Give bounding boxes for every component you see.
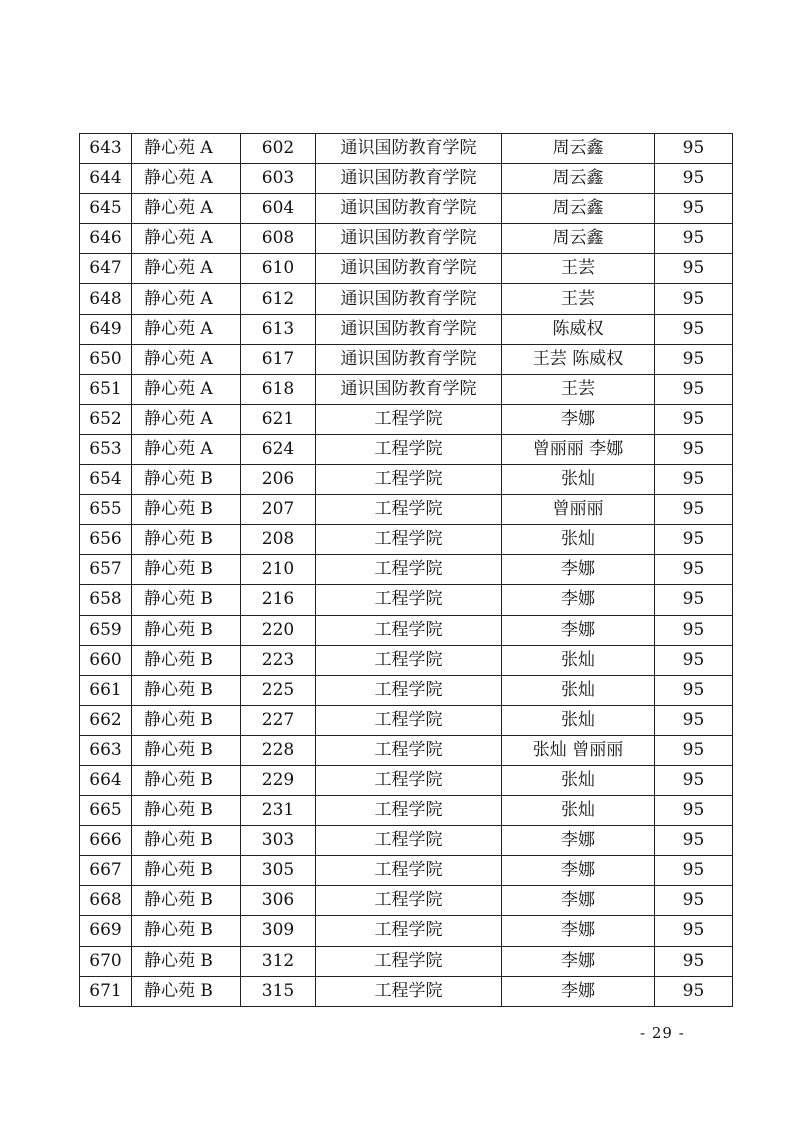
teacher-cell: 陈威权 (502, 314, 655, 344)
building-cell: 静心苑 B (132, 796, 241, 826)
building-cell: 静心苑 A (132, 254, 241, 284)
teacher-cell: 李娜 (502, 886, 655, 916)
building-cell: 静心苑 B (132, 705, 241, 735)
college-cell: 通识国防教育学院 (316, 374, 502, 404)
building-cell: 静心苑 B (132, 615, 241, 645)
table-row (80, 164, 733, 194)
dormitory-score-table-container (79, 133, 716, 1007)
score-cell: 95 (655, 826, 733, 856)
score-cell: 95 (655, 164, 733, 194)
building-cell: 静心苑 B (132, 856, 241, 886)
room-cell: 231 (241, 796, 316, 826)
score-cell: 95 (655, 585, 733, 615)
college-cell: 工程学院 (316, 585, 502, 615)
score-cell: 95 (655, 194, 733, 224)
row-number-cell: 657 (80, 555, 132, 585)
building-cell: 静心苑 B (132, 886, 241, 916)
table-row (80, 856, 733, 886)
building-cell: 静心苑 B (132, 735, 241, 765)
room-cell: 207 (241, 495, 316, 525)
table-row (80, 675, 733, 705)
college-cell: 工程学院 (316, 856, 502, 886)
building-cell: 静心苑 A (132, 344, 241, 374)
table-row (80, 765, 733, 795)
college-cell: 工程学院 (316, 735, 502, 765)
building-cell: 静心苑 A (132, 284, 241, 314)
room-cell: 315 (241, 976, 316, 1006)
building-cell: 静心苑 B (132, 585, 241, 615)
teacher-cell: 王芸 (502, 374, 655, 404)
building-cell: 静心苑 A (132, 164, 241, 194)
table-row (80, 284, 733, 314)
building-cell: 静心苑 B (132, 495, 241, 525)
table-row (80, 796, 733, 826)
row-number-cell: 658 (80, 585, 132, 615)
teacher-cell: 李娜 (502, 404, 655, 434)
row-number-cell: 647 (80, 254, 132, 284)
table-row (80, 826, 733, 856)
building-cell: 静心苑 B (132, 525, 241, 555)
room-cell: 227 (241, 705, 316, 735)
building-cell: 静心苑 A (132, 314, 241, 344)
row-number-cell: 652 (80, 404, 132, 434)
college-cell: 通识国防教育学院 (316, 254, 502, 284)
table-row (80, 976, 733, 1006)
building-cell: 静心苑 B (132, 465, 241, 495)
row-number-cell: 653 (80, 434, 132, 464)
score-cell: 95 (655, 134, 733, 164)
table-row (80, 525, 733, 555)
table-row (80, 946, 733, 976)
teacher-cell: 曾丽丽 李娜 (502, 434, 655, 464)
table-body (80, 134, 733, 1007)
building-cell: 静心苑 A (132, 434, 241, 464)
college-cell: 工程学院 (316, 525, 502, 555)
room-cell: 617 (241, 344, 316, 374)
table-row (80, 705, 733, 735)
room-cell: 613 (241, 314, 316, 344)
room-cell: 206 (241, 465, 316, 495)
college-cell: 工程学院 (316, 916, 502, 946)
score-cell: 95 (655, 555, 733, 585)
score-cell: 95 (655, 404, 733, 434)
teacher-cell: 周云鑫 (502, 134, 655, 164)
teacher-cell: 周云鑫 (502, 194, 655, 224)
room-cell: 312 (241, 946, 316, 976)
college-cell: 工程学院 (316, 976, 502, 1006)
score-cell: 95 (655, 615, 733, 645)
table-row (80, 314, 733, 344)
teacher-cell: 曾丽丽 (502, 495, 655, 525)
score-cell: 95 (655, 796, 733, 826)
row-number-cell: 659 (80, 615, 132, 645)
college-cell: 工程学院 (316, 495, 502, 525)
room-cell: 603 (241, 164, 316, 194)
room-cell: 303 (241, 826, 316, 856)
table-row (80, 134, 733, 164)
row-number-cell: 644 (80, 164, 132, 194)
teacher-cell: 李娜 (502, 826, 655, 856)
building-cell: 静心苑 B (132, 946, 241, 976)
college-cell: 工程学院 (316, 555, 502, 585)
building-cell: 静心苑 B (132, 826, 241, 856)
building-cell: 静心苑 A (132, 134, 241, 164)
page-number: - 29 - (640, 1024, 685, 1042)
row-number-cell: 670 (80, 946, 132, 976)
building-cell: 静心苑 B (132, 765, 241, 795)
score-cell: 95 (655, 434, 733, 464)
score-cell: 95 (655, 735, 733, 765)
table-row (80, 645, 733, 675)
score-cell: 95 (655, 856, 733, 886)
row-number-cell: 665 (80, 796, 132, 826)
college-cell: 工程学院 (316, 886, 502, 916)
college-cell: 工程学院 (316, 796, 502, 826)
row-number-cell: 667 (80, 856, 132, 886)
row-number-cell: 655 (80, 495, 132, 525)
score-cell: 95 (655, 525, 733, 555)
row-number-cell: 664 (80, 765, 132, 795)
teacher-cell: 王芸 (502, 284, 655, 314)
teacher-cell: 王芸 陈威权 (502, 344, 655, 374)
teacher-cell: 李娜 (502, 856, 655, 886)
score-cell: 95 (655, 705, 733, 735)
row-number-cell: 656 (80, 525, 132, 555)
college-cell: 通识国防教育学院 (316, 344, 502, 374)
college-cell: 工程学院 (316, 705, 502, 735)
table-row (80, 465, 733, 495)
room-cell: 624 (241, 434, 316, 464)
table-row (80, 886, 733, 916)
table-row (80, 916, 733, 946)
table-row (80, 495, 733, 525)
row-number-cell: 643 (80, 134, 132, 164)
teacher-cell: 周云鑫 (502, 224, 655, 254)
score-cell: 95 (655, 374, 733, 404)
college-cell: 通识国防教育学院 (316, 194, 502, 224)
teacher-cell: 张灿 曾丽丽 (502, 735, 655, 765)
building-cell: 静心苑 B (132, 645, 241, 675)
score-cell: 95 (655, 886, 733, 916)
row-number-cell: 671 (80, 976, 132, 1006)
teacher-cell: 张灿 (502, 645, 655, 675)
teacher-cell: 张灿 (502, 465, 655, 495)
table-row (80, 615, 733, 645)
college-cell: 工程学院 (316, 826, 502, 856)
college-cell: 通识国防教育学院 (316, 164, 502, 194)
room-cell: 612 (241, 284, 316, 314)
room-cell: 228 (241, 735, 316, 765)
score-cell: 95 (655, 675, 733, 705)
room-cell: 621 (241, 404, 316, 434)
room-cell: 229 (241, 765, 316, 795)
college-cell: 工程学院 (316, 404, 502, 434)
teacher-cell: 张灿 (502, 705, 655, 735)
building-cell: 静心苑 B (132, 675, 241, 705)
table-row (80, 555, 733, 585)
row-number-cell: 651 (80, 374, 132, 404)
table-row (80, 585, 733, 615)
building-cell: 静心苑 B (132, 555, 241, 585)
row-number-cell: 661 (80, 675, 132, 705)
row-number-cell: 662 (80, 705, 132, 735)
teacher-cell: 王芸 (502, 254, 655, 284)
row-number-cell: 666 (80, 826, 132, 856)
teacher-cell: 李娜 (502, 976, 655, 1006)
college-cell: 工程学院 (316, 434, 502, 464)
teacher-cell: 张灿 (502, 796, 655, 826)
teacher-cell: 张灿 (502, 525, 655, 555)
teacher-cell: 李娜 (502, 555, 655, 585)
college-cell: 工程学院 (316, 675, 502, 705)
building-cell: 静心苑 B (132, 976, 241, 1006)
row-number-cell: 645 (80, 194, 132, 224)
room-cell: 618 (241, 374, 316, 404)
table-row (80, 344, 733, 374)
college-cell: 通识国防教育学院 (316, 314, 502, 344)
room-cell: 604 (241, 194, 316, 224)
building-cell: 静心苑 A (132, 224, 241, 254)
teacher-cell: 张灿 (502, 675, 655, 705)
college-cell: 工程学院 (316, 946, 502, 976)
score-cell: 95 (655, 465, 733, 495)
row-number-cell: 646 (80, 224, 132, 254)
dormitory-score-table (79, 133, 733, 1007)
row-number-cell: 660 (80, 645, 132, 675)
score-cell: 95 (655, 254, 733, 284)
room-cell: 223 (241, 645, 316, 675)
score-cell: 95 (655, 765, 733, 795)
room-cell: 602 (241, 134, 316, 164)
score-cell: 95 (655, 314, 733, 344)
room-cell: 220 (241, 615, 316, 645)
table-row (80, 224, 733, 254)
score-cell: 95 (655, 946, 733, 976)
room-cell: 210 (241, 555, 316, 585)
room-cell: 306 (241, 886, 316, 916)
row-number-cell: 649 (80, 314, 132, 344)
college-cell: 通识国防教育学院 (316, 224, 502, 254)
score-cell: 95 (655, 916, 733, 946)
room-cell: 309 (241, 916, 316, 946)
score-cell: 95 (655, 976, 733, 1006)
score-cell: 95 (655, 645, 733, 675)
teacher-cell: 周云鑫 (502, 164, 655, 194)
building-cell: 静心苑 A (132, 374, 241, 404)
college-cell: 通识国防教育学院 (316, 284, 502, 314)
room-cell: 216 (241, 585, 316, 615)
room-cell: 225 (241, 675, 316, 705)
table-row (80, 735, 733, 765)
row-number-cell: 654 (80, 465, 132, 495)
table-row (80, 254, 733, 284)
score-cell: 95 (655, 224, 733, 254)
room-cell: 608 (241, 224, 316, 254)
room-cell: 208 (241, 525, 316, 555)
teacher-cell: 李娜 (502, 585, 655, 615)
row-number-cell: 669 (80, 916, 132, 946)
room-cell: 610 (241, 254, 316, 284)
college-cell: 工程学院 (316, 645, 502, 675)
row-number-cell: 648 (80, 284, 132, 314)
teacher-cell: 张灿 (502, 765, 655, 795)
teacher-cell: 李娜 (502, 615, 655, 645)
row-number-cell: 663 (80, 735, 132, 765)
college-cell: 工程学院 (316, 615, 502, 645)
table-row (80, 434, 733, 464)
room-cell: 305 (241, 856, 316, 886)
score-cell: 95 (655, 344, 733, 374)
row-number-cell: 668 (80, 886, 132, 916)
teacher-cell: 李娜 (502, 946, 655, 976)
building-cell: 静心苑 B (132, 916, 241, 946)
college-cell: 通识国防教育学院 (316, 134, 502, 164)
college-cell: 工程学院 (316, 765, 502, 795)
college-cell: 工程学院 (316, 465, 502, 495)
building-cell: 静心苑 A (132, 404, 241, 434)
table-row (80, 404, 733, 434)
teacher-cell: 李娜 (502, 916, 655, 946)
building-cell: 静心苑 A (132, 194, 241, 224)
score-cell: 95 (655, 495, 733, 525)
table-row (80, 374, 733, 404)
table-row (80, 194, 733, 224)
row-number-cell: 650 (80, 344, 132, 374)
score-cell: 95 (655, 284, 733, 314)
